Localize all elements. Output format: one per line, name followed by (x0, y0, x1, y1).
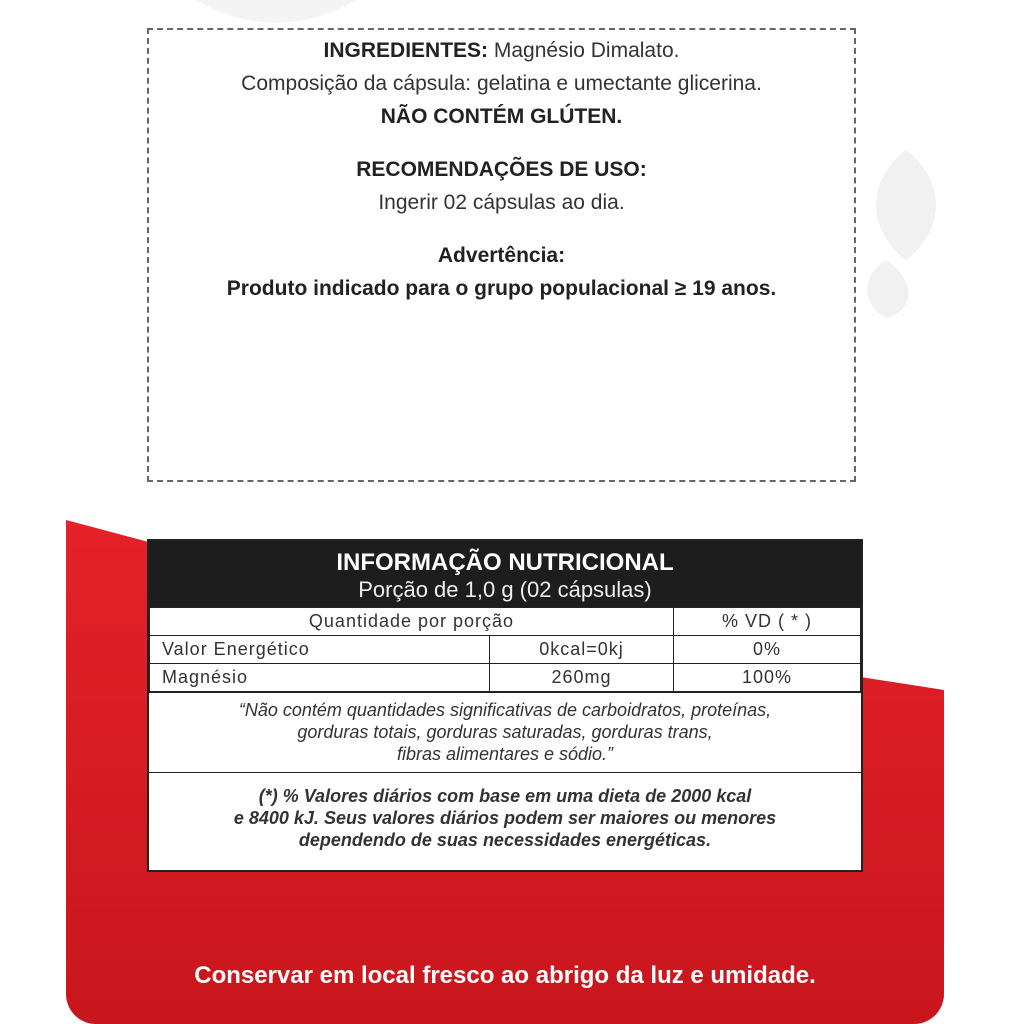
ingredients-text: Magnésio Dimalato. (493, 39, 680, 62)
header-qty: Quantidade por porção (150, 608, 674, 636)
gluten-statement: NÃO CONTÉM GLÚTEN. (380, 105, 623, 128)
note-line: dependendo de suas necessidades energéticas. (298, 830, 712, 850)
note-line: fibras alimentares e sódio.” (396, 744, 614, 764)
row-vd: 0% (674, 636, 861, 664)
table-row (150, 664, 861, 692)
row-amount: 260mg (490, 664, 674, 692)
nutrition-title: INFORMAÇÃO NUTRICIONAL (336, 549, 674, 576)
note-line: e 8400 kJ. Seus valores diários podem ser maiores ou menores (233, 808, 777, 828)
note-line: (*) % Valores diários com base em uma dieta de 2000 kcal (258, 786, 752, 806)
capsule-composition: Composição da cápsula: gelatina e umectante glicerina. (241, 72, 762, 95)
note-line: “Não contém quantidades significativas de carboidratos, proteínas, (238, 700, 772, 720)
header-vd: % VD ( * ) (674, 608, 861, 636)
nutrition-table (147, 539, 863, 872)
leaf-decoration-icon (846, 140, 944, 320)
label-panel (66, 0, 944, 1024)
ingredients-box (147, 28, 856, 482)
row-vd: 100% (674, 664, 861, 692)
nutrition-note (149, 692, 861, 772)
table-row (150, 636, 861, 664)
ingredients-heading: INGREDIENTES: (323, 39, 489, 62)
warning-heading: Advertência: (437, 244, 566, 267)
daily-values-note (149, 772, 861, 864)
nutrition-grid (149, 607, 861, 692)
warning-text: Produto indicado para o grupo populacional ≥ 19 anos. (226, 277, 777, 300)
usage-text: Ingerir 02 cápsulas ao dia. (378, 191, 625, 214)
storage-instructions: Conservar em local fresco ao abrigo da luz e umidade. (194, 962, 816, 989)
row-name: Valor Energético (150, 636, 490, 664)
note-line: gorduras totais, gorduras saturadas, gorduras trans, (297, 722, 713, 742)
row-amount: 0kcal=0kj (490, 636, 674, 664)
table-header-row (150, 608, 861, 636)
row-name: Magnésio (150, 664, 490, 692)
usage-heading: RECOMENDAÇÕES DE USO: (356, 158, 647, 181)
nutrition-header (149, 541, 861, 607)
nutrition-portion: Porção de 1,0 g (02 cápsulas) (358, 577, 652, 602)
